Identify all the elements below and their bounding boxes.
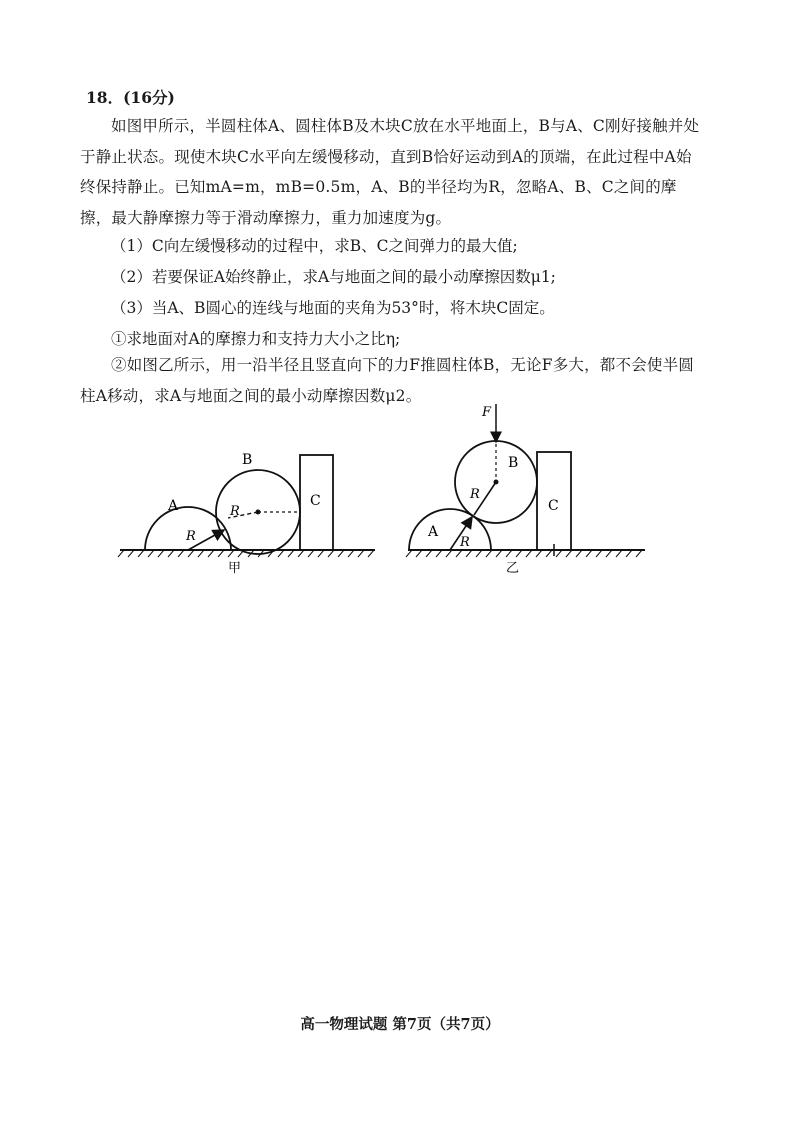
caption-yi: 乙 xyxy=(506,561,520,576)
question-number: 18．(16分) xyxy=(86,88,175,107)
sub-question-3-part-2: ②如图乙所示，用一沿半径且竖直向下的力F推圆柱体B，无论F多大，都不会使半圆柱A移动，求A与地面之间的最小动摩擦因数μ2。 xyxy=(80,356,695,405)
half-cylinder-a xyxy=(409,509,491,550)
label-b: B xyxy=(242,452,253,468)
label-a: A xyxy=(428,524,439,540)
label-r-a: R xyxy=(460,535,470,550)
ground-hatching xyxy=(406,550,642,557)
label-b: B xyxy=(508,455,519,471)
sub-question-2: （2）若要保证A始终静止，求A与地面之间的最小动摩擦因数μ1; xyxy=(111,268,556,286)
label-r-b: R xyxy=(230,504,240,519)
sub-question-1: （1）C向左缓慢移动的过程中，求B、C之间弹力的最大值; xyxy=(111,237,518,255)
label-c: C xyxy=(310,493,321,509)
question-intro: 如图甲所示，半圆柱体A、圆柱体B及木块C放在水平地面上，B与A、C刚好接触并处于静止状态。现使木块C水平向左缓慢移动，直到B恰好运动到A的顶端，在此过程中A始终保持静止。已知mA=m，mB=0.5m，A、B的半径均为R，忽略A、B、C之间的摩擦，最大静摩擦力等于滑动摩擦力，重力加速度为g。 xyxy=(80,117,700,227)
label-r-a: R xyxy=(186,529,196,544)
label-a: A xyxy=(168,498,179,514)
label-r-b: R xyxy=(470,487,480,502)
figure-yi xyxy=(400,400,650,580)
page-footer: 高一物理试题 第7页（共7页） xyxy=(300,1016,500,1033)
ground-hatching xyxy=(118,550,374,557)
figure-jia xyxy=(110,440,380,580)
sub-question-3-part-1: ①求地面对A的摩擦力和支持力大小之比η; xyxy=(111,330,401,348)
label-f: F xyxy=(482,405,492,420)
caption-jia: 甲 xyxy=(228,561,242,576)
label-c: C xyxy=(548,498,559,514)
sub-question-3: （3）当A、B圆心的连线与地面的夹角为53°时，将木块C固定。 xyxy=(111,299,555,317)
